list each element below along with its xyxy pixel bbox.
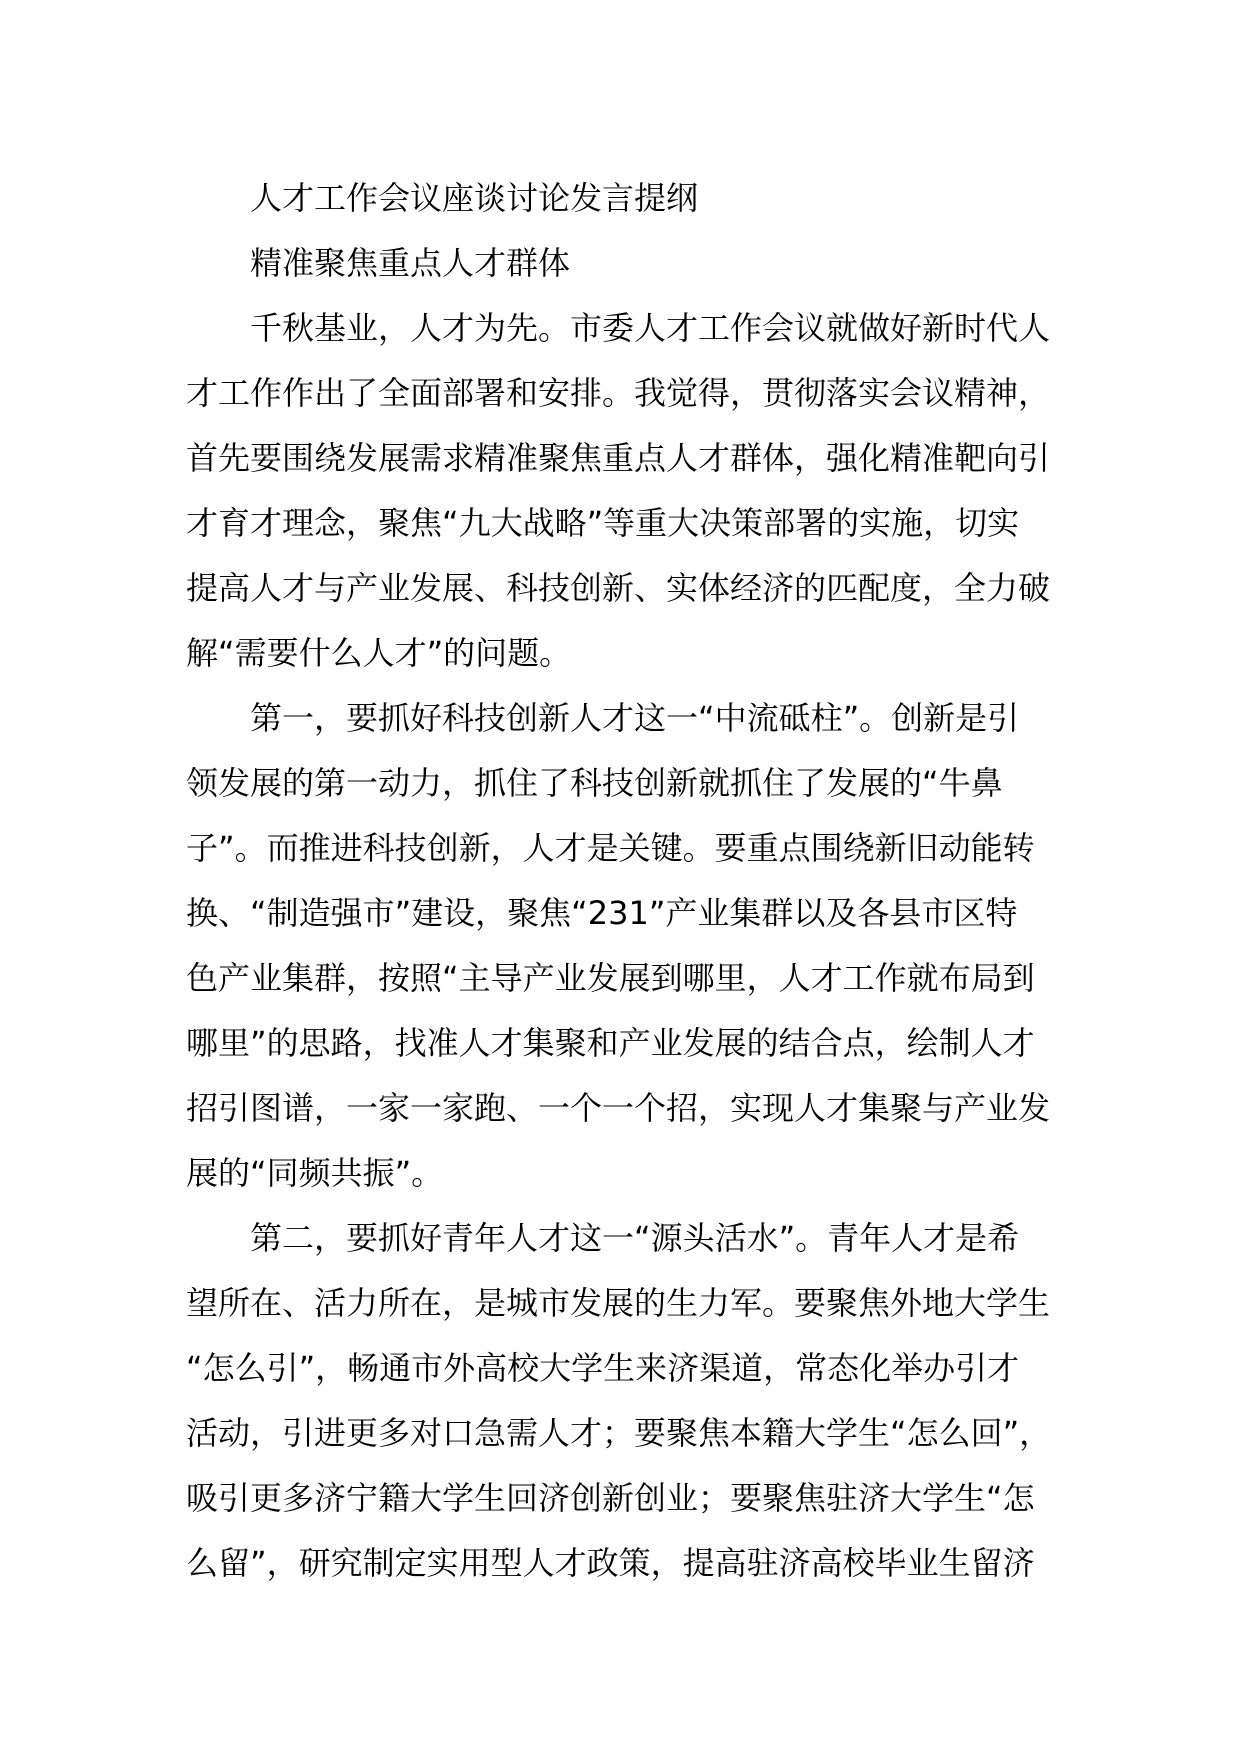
document-subtitle: 精准聚焦重点人才群体	[250, 244, 571, 282]
paragraph-line: “怎么引”，畅通市外高校大学生来济渠道，常态化举办引才	[186, 1349, 1020, 1387]
document-title: 人才工作会议座谈讨论发言提纲	[250, 179, 699, 217]
paragraph-line: 么留”，研究制定实用型人才政策，提高驻济高校毕业生留济	[186, 1544, 1035, 1582]
paragraph-line: 第一，要抓好科技创新人才这一“中流砥柱”。创新是引	[250, 699, 1020, 737]
paragraph-line: 吸引更多济宁籍大学生回济创新创业；要聚焦驻济大学生“怎	[186, 1479, 1035, 1517]
paragraph-line: 提高人才与产业发展、科技创新、实体经济的匹配度，全力破	[186, 569, 1051, 607]
paragraph-line: 色产业集群，按照“主导产业发展到哪里，人才工作就布局到	[186, 959, 1035, 997]
paragraph-line: 千秋基业，人才为先。市委人才工作会议就做好新时代人	[250, 309, 1051, 347]
paragraph-line: 招引图谱，一家一家跑、一个一个招，实现人才集聚与产业发	[186, 1089, 1051, 1127]
paragraph-line: 领发展的第一动力，抓住了科技创新就抓住了发展的“牛鼻	[186, 764, 1003, 802]
paragraph-line: 换、“制造强市”建设，聚焦“231”产业集群以及各县市区特	[186, 894, 1018, 932]
paragraph-line: 首先要围绕发展需求精准聚焦重点人才群体，强化精准靶向引	[186, 439, 1051, 477]
paragraph-line: 第二，要抓好青年人才这一“源头活水”。青年人才是希	[250, 1219, 1020, 1257]
paragraph-line: 解“需要什么人才”的问题。	[186, 634, 572, 672]
paragraph-line: 子”。而推进科技创新，人才是关键。要重点围绕新旧动能转	[186, 829, 1035, 867]
paragraph-line: 才育才理念，聚焦“九大战略”等重大决策部署的实施，切实	[186, 504, 1020, 542]
paragraph-line: 活动，引进更多对口急需人才；要聚焦本籍大学生“怎么回”，	[186, 1414, 1052, 1452]
paragraph-line: 望所在、活力所在，是城市发展的生力军。要聚焦外地大学生	[186, 1284, 1051, 1322]
paragraph-line: 才工作作出了全面部署和安排。我觉得，贯彻落实会议精神，	[186, 374, 1051, 412]
paragraph-line: 哪里”的思路，找准人才集聚和产业发展的结合点，绘制人才	[186, 1024, 1035, 1062]
paragraph-line: 展的“同频共振”。	[186, 1154, 444, 1192]
